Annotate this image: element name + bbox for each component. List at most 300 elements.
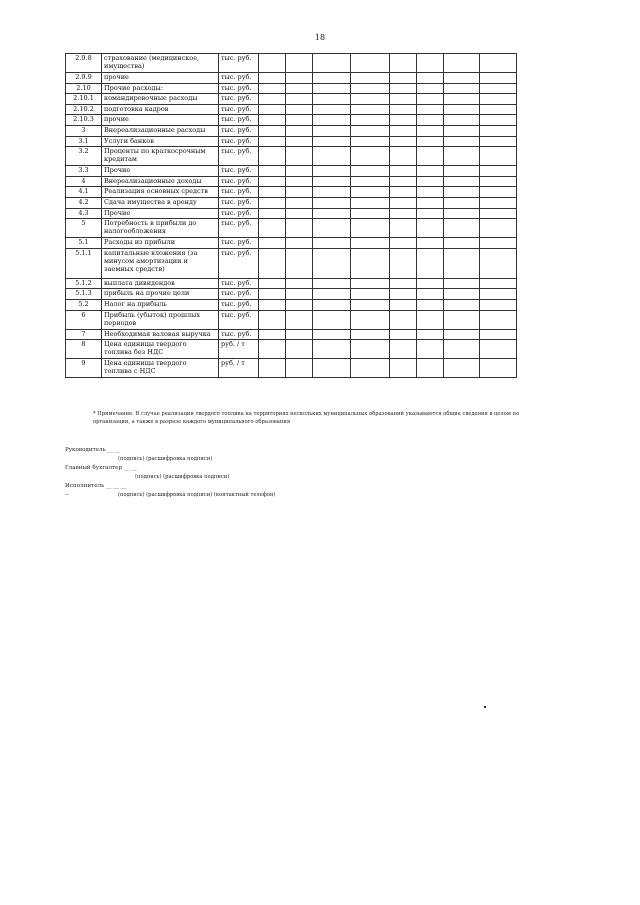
empty-value-cell [351, 73, 390, 84]
empty-value-cell [390, 166, 417, 177]
row-unit: тыс. руб. [219, 166, 259, 177]
row-name: подготовка кадров [102, 104, 219, 115]
row-code: 7 [66, 329, 102, 340]
empty-value-cell [417, 329, 444, 340]
empty-value-cell [417, 278, 444, 289]
table-row [66, 359, 517, 378]
table-row [66, 54, 517, 73]
empty-value-cell [259, 94, 286, 105]
empty-value-cell [313, 197, 351, 208]
empty-value-cell [480, 115, 517, 126]
empty-value-cell [286, 104, 313, 115]
row-code: 2.9.8 [66, 54, 102, 73]
empty-value-cell [480, 54, 517, 73]
row-name: Прочие [102, 166, 219, 177]
row-unit: тыс. руб. [219, 219, 259, 238]
row-code: 3.2 [66, 147, 102, 166]
empty-value-cell [390, 359, 417, 378]
empty-value-cell [286, 54, 313, 73]
empty-value-cell [313, 187, 351, 198]
empty-value-cell [390, 278, 417, 289]
empty-value-cell [259, 310, 286, 329]
row-name: прибыль на прочие цели [102, 289, 219, 300]
table-row [66, 238, 517, 249]
row-code: 2.10.2 [66, 104, 102, 115]
empty-value-cell [286, 278, 313, 289]
row-unit: тыс. руб. [219, 125, 259, 136]
row-name: Необходимая валовая выручка [102, 329, 219, 340]
empty-value-cell [480, 359, 517, 378]
empty-value-cell [390, 94, 417, 105]
empty-value-cell [480, 299, 517, 310]
empty-value-cell [259, 208, 286, 219]
empty-value-cell [444, 54, 480, 73]
empty-value-cell [259, 166, 286, 177]
empty-value-cell [286, 187, 313, 198]
row-unit: тыс. руб. [219, 83, 259, 94]
empty-value-cell [259, 83, 286, 94]
empty-value-cell [444, 289, 480, 300]
empty-value-cell [313, 359, 351, 378]
row-name: Потребность в прибыли до налогообложения [102, 219, 219, 238]
empty-value-cell [417, 208, 444, 219]
accountant-signature-line: Главный бухгалтер __ __ [65, 465, 137, 471]
empty-value-cell [444, 310, 480, 329]
empty-value-cell [417, 166, 444, 177]
row-name: Расходы из прибыли [102, 238, 219, 249]
accountant-signature-caption: (подпись) (расшифровка подписи) [135, 474, 230, 480]
empty-value-cell [480, 176, 517, 187]
row-unit: тыс. руб. [219, 299, 259, 310]
empty-value-cell [480, 238, 517, 249]
empty-value-cell [351, 147, 390, 166]
empty-value-cell [480, 310, 517, 329]
empty-value-cell [259, 176, 286, 187]
row-code: 5 [66, 219, 102, 238]
empty-value-cell [480, 278, 517, 289]
empty-value-cell [390, 238, 417, 249]
empty-value-cell [390, 310, 417, 329]
empty-value-cell [417, 147, 444, 166]
empty-value-cell [417, 73, 444, 84]
empty-value-cell [259, 278, 286, 289]
empty-value-cell [259, 73, 286, 84]
empty-value-cell [286, 248, 313, 278]
empty-value-cell [313, 208, 351, 219]
empty-value-cell [417, 238, 444, 249]
empty-value-cell [313, 73, 351, 84]
row-unit: тыс. руб. [219, 73, 259, 84]
row-code: 3 [66, 125, 102, 136]
empty-value-cell [351, 104, 390, 115]
empty-value-cell [444, 147, 480, 166]
row-unit: тыс. руб. [219, 147, 259, 166]
empty-value-cell [390, 299, 417, 310]
empty-value-cell [390, 289, 417, 300]
row-name: капитальные вложения (за минусом амортизации и заемных средств) [102, 248, 219, 278]
empty-value-cell [286, 197, 313, 208]
empty-value-cell [480, 187, 517, 198]
empty-value-cell [313, 147, 351, 166]
empty-value-cell [480, 125, 517, 136]
empty-value-cell [417, 187, 444, 198]
empty-value-cell [444, 187, 480, 198]
row-unit: тыс. руб. [219, 136, 259, 147]
row-code: 3.1 [66, 136, 102, 147]
report-table [65, 53, 517, 378]
empty-value-cell [259, 147, 286, 166]
row-name: командировочные расходы [102, 94, 219, 105]
row-code: 5.1.3 [66, 289, 102, 300]
empty-value-cell [351, 340, 390, 359]
empty-value-cell [351, 299, 390, 310]
empty-value-cell [480, 166, 517, 177]
empty-value-cell [417, 94, 444, 105]
empty-value-cell [351, 219, 390, 238]
empty-value-cell [351, 176, 390, 187]
empty-value-cell [259, 187, 286, 198]
row-unit: тыс. руб. [219, 94, 259, 105]
row-unit: тыс. руб. [219, 197, 259, 208]
empty-value-cell [480, 248, 517, 278]
empty-value-cell [417, 219, 444, 238]
row-name: Цена единицы твердого топлива с НДС [102, 359, 219, 378]
empty-value-cell [444, 299, 480, 310]
empty-value-cell [286, 329, 313, 340]
empty-value-cell [444, 94, 480, 105]
row-code: 2.10.1 [66, 94, 102, 105]
empty-value-cell [259, 238, 286, 249]
row-code: 4 [66, 176, 102, 187]
empty-value-cell [313, 54, 351, 73]
empty-value-cell [351, 94, 390, 105]
empty-value-cell [390, 208, 417, 219]
empty-value-cell [313, 248, 351, 278]
empty-value-cell [390, 176, 417, 187]
empty-value-cell [351, 136, 390, 147]
empty-value-cell [351, 310, 390, 329]
stray-mark [484, 706, 486, 708]
table-row [66, 125, 517, 136]
empty-value-cell [444, 340, 480, 359]
empty-value-cell [351, 329, 390, 340]
row-name: Реализация основных средств [102, 187, 219, 198]
empty-value-cell [417, 83, 444, 94]
empty-value-cell [444, 197, 480, 208]
empty-value-cell [259, 289, 286, 300]
empty-value-cell [417, 310, 444, 329]
table-row [66, 310, 517, 329]
empty-value-cell [390, 340, 417, 359]
empty-value-cell [444, 73, 480, 84]
empty-value-cell [259, 125, 286, 136]
empty-value-cell [259, 115, 286, 126]
row-unit: тыс. руб. [219, 310, 259, 329]
empty-value-cell [286, 208, 313, 219]
empty-value-cell [417, 104, 444, 115]
row-unit: тыс. руб. [219, 104, 259, 115]
empty-value-cell [417, 54, 444, 73]
empty-value-cell [444, 125, 480, 136]
empty-value-cell [313, 340, 351, 359]
row-name: Прочие расходы: [102, 83, 219, 94]
empty-value-cell [259, 248, 286, 278]
row-code: 4.2 [66, 197, 102, 208]
row-code: 5.1 [66, 238, 102, 249]
row-unit: тыс. руб. [219, 238, 259, 249]
table-row [66, 278, 517, 289]
empty-value-cell [313, 125, 351, 136]
empty-value-cell [444, 166, 480, 177]
row-name: страхование (медицинское, имущества) [102, 54, 219, 73]
empty-value-cell [444, 238, 480, 249]
empty-value-cell [351, 115, 390, 126]
row-unit: тыс. руб. [219, 278, 259, 289]
table-row [66, 94, 517, 105]
empty-value-cell [480, 208, 517, 219]
empty-value-cell [390, 187, 417, 198]
head-signature-line: Руководитель __ __ [65, 447, 121, 453]
empty-value-cell [286, 310, 313, 329]
empty-value-cell [313, 289, 351, 300]
empty-value-cell [417, 299, 444, 310]
row-unit: тыс. руб. [219, 54, 259, 73]
row-unit: тыс. руб. [219, 289, 259, 300]
empty-value-cell [480, 104, 517, 115]
executor-signature-caption: (подпись) (расшифровка подписи) (контактный телефон) [118, 492, 276, 498]
empty-value-cell [390, 104, 417, 115]
empty-value-cell [313, 176, 351, 187]
empty-value-cell [390, 136, 417, 147]
empty-value-cell [286, 125, 313, 136]
row-name: Сдача имущества в аренду [102, 197, 219, 208]
report-table-body [66, 54, 517, 378]
table-row [66, 248, 517, 278]
empty-value-cell [390, 54, 417, 73]
row-unit: тыс. руб. [219, 187, 259, 198]
empty-value-cell [259, 136, 286, 147]
row-unit: тыс. руб. [219, 248, 259, 278]
row-name: Прибыль (убыток) прошлых периодов [102, 310, 219, 329]
empty-value-cell [390, 219, 417, 238]
row-unit: тыс. руб. [219, 115, 259, 126]
row-code: 2.9.9 [66, 73, 102, 84]
row-name: Внереализационные доходы [102, 176, 219, 187]
empty-value-cell [444, 176, 480, 187]
row-name: Прочие [102, 208, 219, 219]
empty-value-cell [444, 136, 480, 147]
table-row [66, 289, 517, 300]
empty-value-cell [351, 289, 390, 300]
row-unit: руб. / т [219, 359, 259, 378]
empty-value-cell [286, 359, 313, 378]
empty-value-cell [417, 359, 444, 378]
empty-value-cell [313, 219, 351, 238]
table-row [66, 115, 517, 126]
executor-signature-line: Исполнитель __ __ __ [65, 483, 127, 489]
row-code: 5.2 [66, 299, 102, 310]
empty-value-cell [286, 147, 313, 166]
empty-value-cell [417, 176, 444, 187]
empty-value-cell [390, 329, 417, 340]
empty-value-cell [286, 238, 313, 249]
empty-value-cell [313, 329, 351, 340]
empty-value-cell [390, 147, 417, 166]
empty-value-cell [286, 289, 313, 300]
row-name: прочие [102, 115, 219, 126]
empty-value-cell [313, 299, 351, 310]
empty-value-cell [480, 147, 517, 166]
row-code: 6 [66, 310, 102, 329]
empty-value-cell [259, 104, 286, 115]
empty-value-cell [259, 299, 286, 310]
table-row [66, 166, 517, 177]
empty-value-cell [351, 248, 390, 278]
empty-value-cell [286, 166, 313, 177]
empty-value-cell [313, 310, 351, 329]
table-row [66, 208, 517, 219]
empty-value-cell [259, 219, 286, 238]
empty-value-cell [480, 94, 517, 105]
empty-value-cell [480, 219, 517, 238]
empty-value-cell [313, 104, 351, 115]
table-row [66, 73, 517, 84]
table-row [66, 83, 517, 94]
row-code: 9 [66, 359, 102, 378]
empty-value-cell [444, 359, 480, 378]
empty-value-cell [444, 329, 480, 340]
empty-value-cell [390, 83, 417, 94]
empty-value-cell [390, 73, 417, 84]
table-row [66, 197, 517, 208]
empty-value-cell [444, 115, 480, 126]
table-row [66, 104, 517, 115]
row-code: 8 [66, 340, 102, 359]
empty-value-cell [259, 340, 286, 359]
empty-value-cell [313, 278, 351, 289]
empty-value-cell [390, 125, 417, 136]
table-row [66, 219, 517, 238]
empty-value-cell [417, 289, 444, 300]
table-row [66, 299, 517, 310]
empty-value-cell [286, 176, 313, 187]
row-name: Проценты по краткосрочным кредитам [102, 147, 219, 166]
empty-value-cell [417, 340, 444, 359]
row-code: 2.10 [66, 83, 102, 94]
empty-value-cell [390, 115, 417, 126]
empty-value-cell [390, 248, 417, 278]
executor-dash: -- [65, 492, 69, 498]
row-unit: тыс. руб. [219, 329, 259, 340]
empty-value-cell [313, 115, 351, 126]
page-number: 18 [314, 33, 326, 42]
empty-value-cell [351, 83, 390, 94]
empty-value-cell [259, 359, 286, 378]
empty-value-cell [444, 248, 480, 278]
empty-value-cell [286, 219, 313, 238]
table-row [66, 329, 517, 340]
empty-value-cell [417, 136, 444, 147]
empty-value-cell [480, 136, 517, 147]
empty-value-cell [417, 115, 444, 126]
table-footnote: * Примечание. В случае реализации твердого топлива на территориях нескольких муниципальных образований указываются общие сведения в целом по организации, а также в разрезе каждого муниципального образования [93, 411, 520, 425]
empty-value-cell [480, 340, 517, 359]
row-name: Цена единицы твердого топлива без НДС [102, 340, 219, 359]
empty-value-cell [480, 289, 517, 300]
row-code: 3.3 [66, 166, 102, 177]
row-code: 2.10.3 [66, 115, 102, 126]
empty-value-cell [286, 115, 313, 126]
empty-value-cell [286, 83, 313, 94]
row-name: выплата дивидендов [102, 278, 219, 289]
empty-value-cell [259, 197, 286, 208]
head-signature-caption: (подпись) (расшифровка подписи) [118, 456, 213, 462]
empty-value-cell [286, 340, 313, 359]
empty-value-cell [351, 208, 390, 219]
empty-value-cell [313, 238, 351, 249]
empty-value-cell [286, 73, 313, 84]
empty-value-cell [351, 359, 390, 378]
empty-value-cell [444, 104, 480, 115]
row-name: Налог на прибыль [102, 299, 219, 310]
empty-value-cell [351, 197, 390, 208]
row-unit: тыс. руб. [219, 208, 259, 219]
row-name: Внереализационные расходы [102, 125, 219, 136]
empty-value-cell [351, 278, 390, 289]
empty-value-cell [351, 238, 390, 249]
table-row [66, 136, 517, 147]
table-row [66, 340, 517, 359]
empty-value-cell [351, 187, 390, 198]
empty-value-cell [417, 197, 444, 208]
row-unit: тыс. руб. [219, 176, 259, 187]
empty-value-cell [417, 248, 444, 278]
empty-value-cell [444, 219, 480, 238]
row-code: 4.1 [66, 187, 102, 198]
empty-value-cell [286, 136, 313, 147]
empty-value-cell [444, 83, 480, 94]
empty-value-cell [313, 136, 351, 147]
row-code: 5.1.2 [66, 278, 102, 289]
empty-value-cell [259, 329, 286, 340]
table-row [66, 147, 517, 166]
row-name: Услуги банков [102, 136, 219, 147]
empty-value-cell [351, 125, 390, 136]
empty-value-cell [351, 166, 390, 177]
table-row [66, 187, 517, 198]
empty-value-cell [480, 83, 517, 94]
empty-value-cell [480, 329, 517, 340]
table-row [66, 176, 517, 187]
empty-value-cell [286, 94, 313, 105]
empty-value-cell [259, 54, 286, 73]
empty-value-cell [444, 208, 480, 219]
row-name: прочие [102, 73, 219, 84]
empty-value-cell [480, 197, 517, 208]
empty-value-cell [417, 125, 444, 136]
empty-value-cell [313, 83, 351, 94]
empty-value-cell [390, 197, 417, 208]
empty-value-cell [313, 166, 351, 177]
row-unit: руб. / т [219, 340, 259, 359]
empty-value-cell [480, 73, 517, 84]
row-code: 4.3 [66, 208, 102, 219]
empty-value-cell [286, 299, 313, 310]
empty-value-cell [444, 278, 480, 289]
empty-value-cell [351, 54, 390, 73]
row-code: 5.1.1 [66, 248, 102, 278]
empty-value-cell [313, 94, 351, 105]
